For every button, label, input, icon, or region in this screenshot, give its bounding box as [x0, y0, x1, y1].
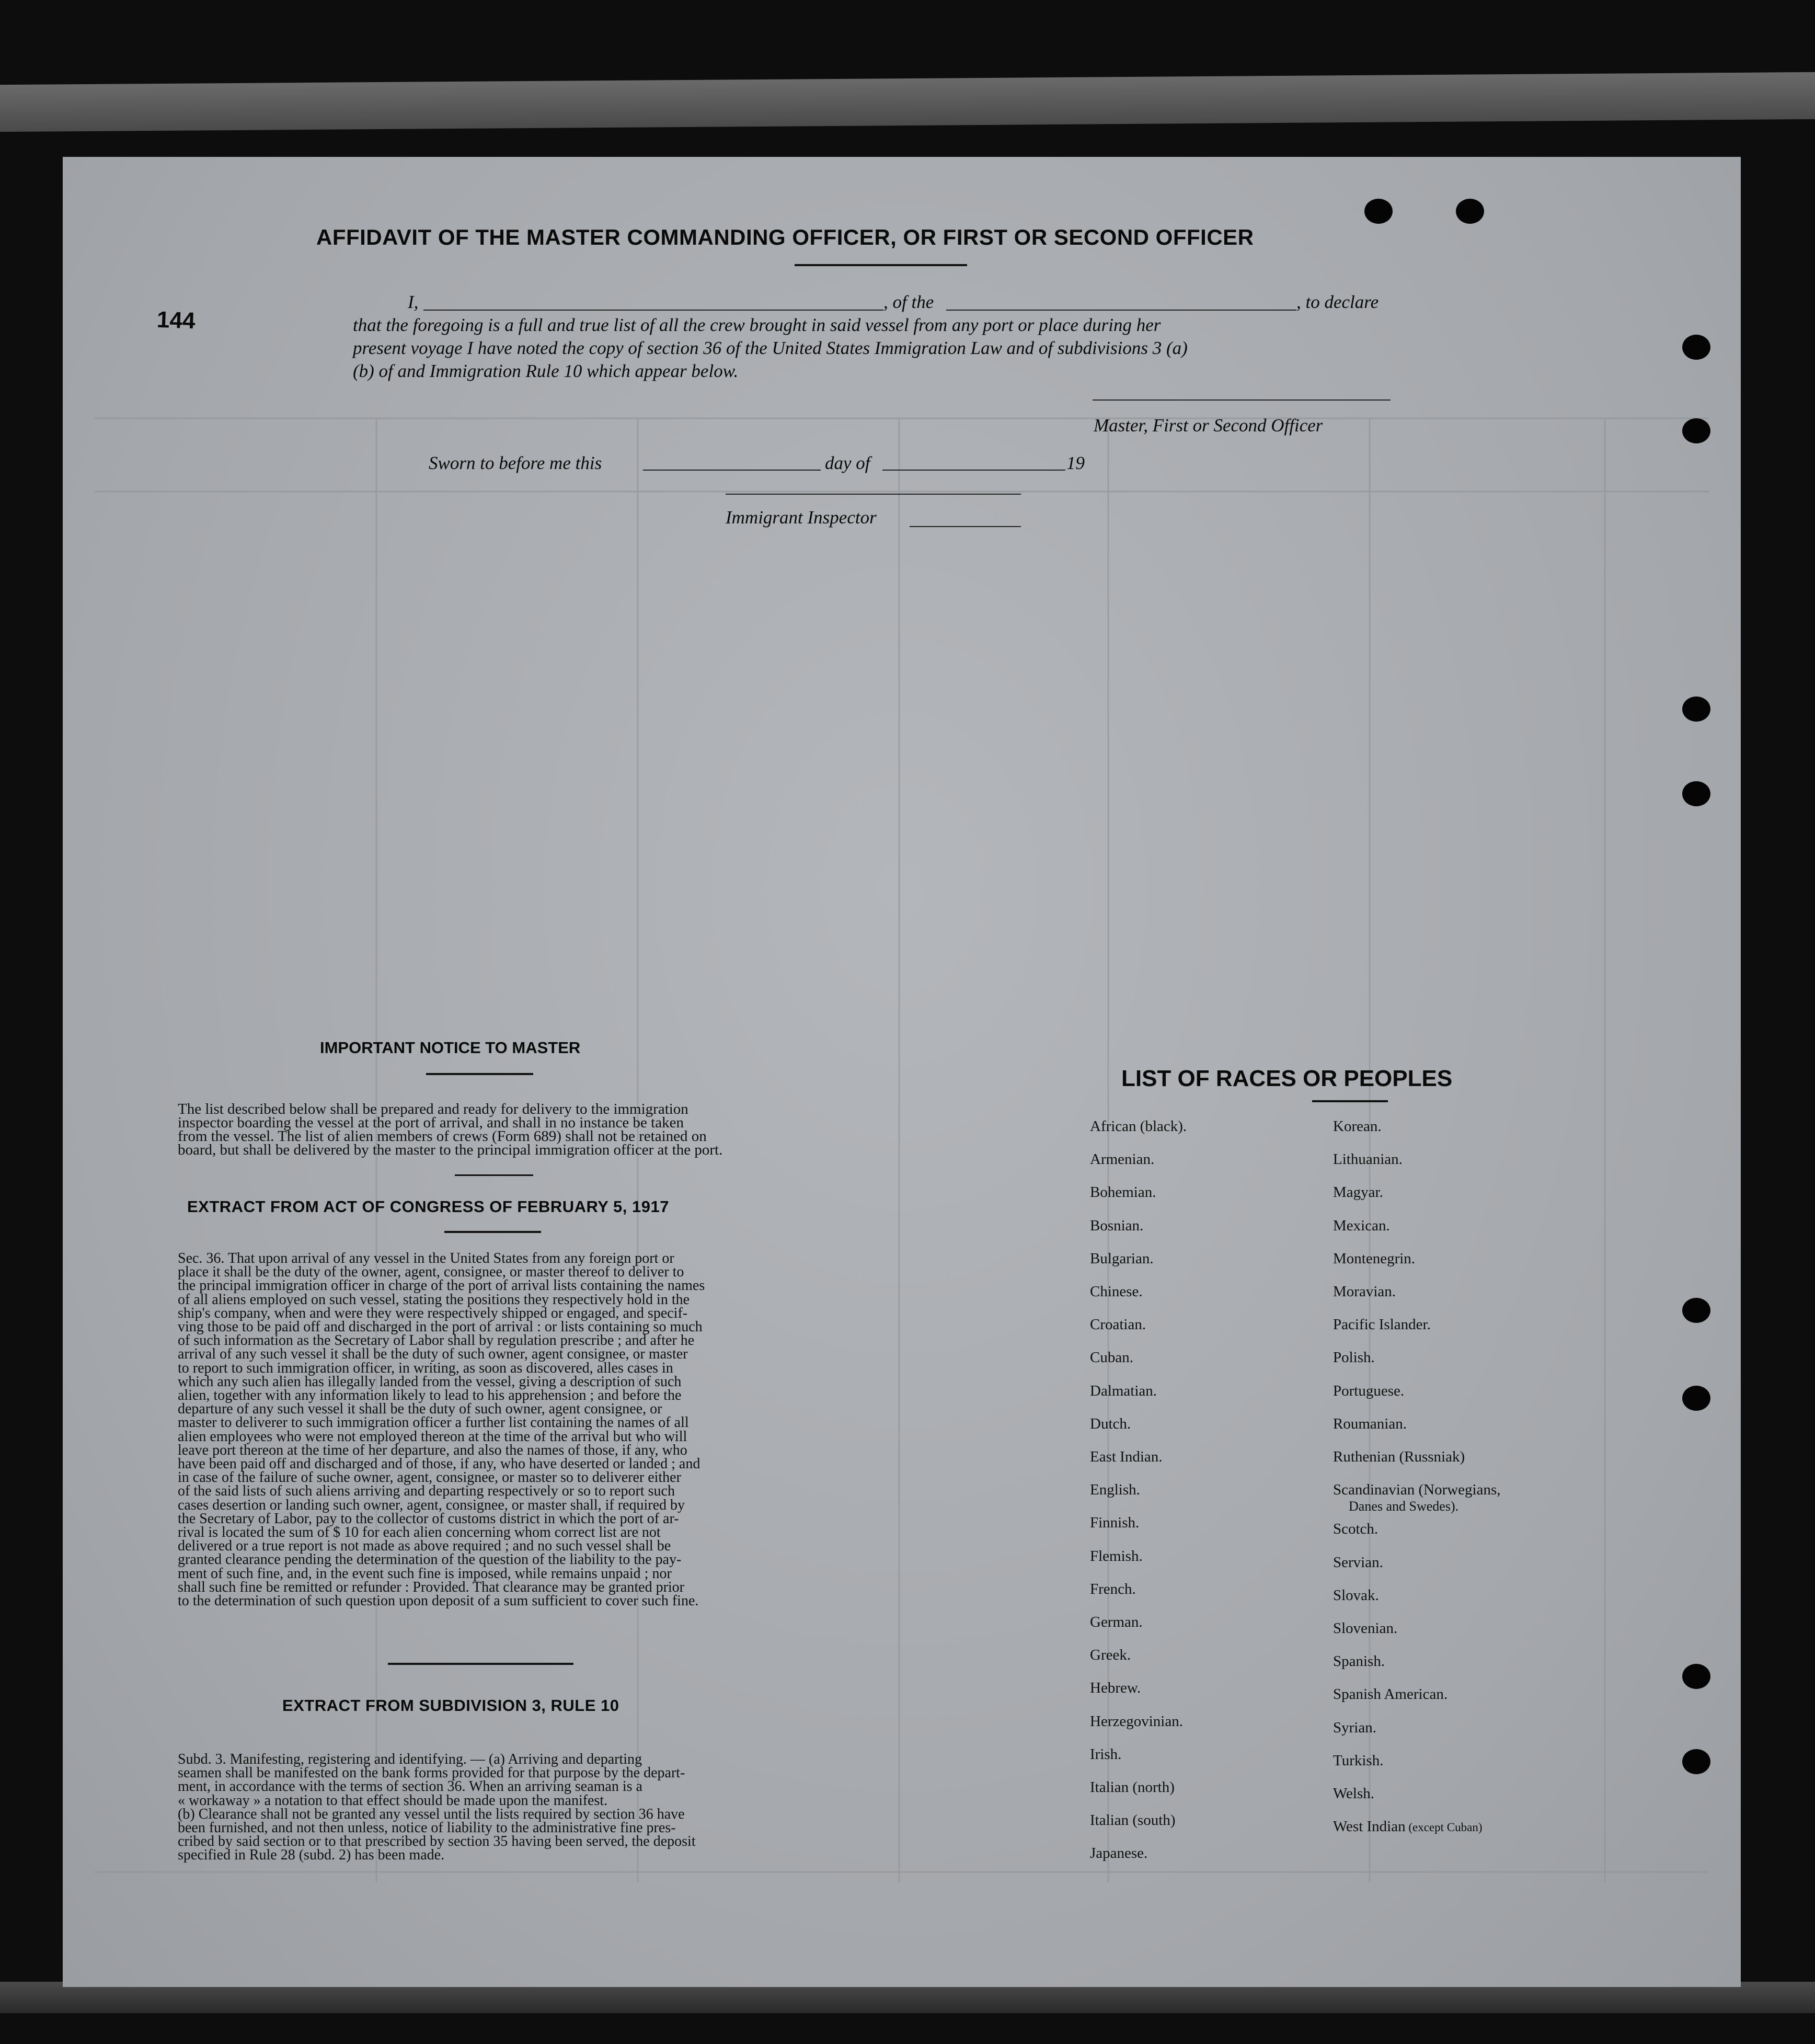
- race-item: Italian (south): [1090, 1812, 1176, 1829]
- notice-body: [178, 1102, 797, 1157]
- punch-hole: [1456, 199, 1484, 224]
- race-item: Flemish.: [1090, 1547, 1143, 1565]
- sworn-month-line: [882, 470, 1065, 471]
- race-item: Syrian.: [1333, 1719, 1376, 1736]
- race-item: Slovak.: [1333, 1586, 1379, 1604]
- affidavit-line-1: that the foregoing is a full and true list of all the crew brought in said vessel from any port or place during her: [353, 315, 1161, 335]
- rule-line: « workaway » a notation to that effect should be made upon the manifest.: [178, 1792, 608, 1809]
- act-line: have been paid off and discharged and of those, if any, who have deserted or landed ; and: [178, 1456, 700, 1472]
- act-line: in case of the failure of suche owner, agent, consignee, or master so to deliverer either: [178, 1469, 681, 1486]
- act-line: rival is located the sum of $ 10 for each alien concerning whom correct list are not: [178, 1524, 661, 1541]
- act-line: place it shall be the duty of the owner, agent, consignee, or master thereof to deliver to: [178, 1264, 684, 1281]
- act-line: of such information as the Secretary of Labor shall by regulation prescribe ; and after he: [178, 1332, 695, 1349]
- race-item: Pacific Islander.: [1333, 1316, 1431, 1333]
- notice-line: The list described below shall be prepared and ready for delivery to the immigration: [178, 1101, 688, 1117]
- race-item: African (black).: [1090, 1118, 1187, 1135]
- punch-hole: [1682, 1298, 1710, 1323]
- act-line: to report to such immigration officer, in writing, as soon as discovered, alles cases in: [178, 1360, 673, 1376]
- rule-line: cribed by said section or to that prescribed by section 35 having been served, the deposit: [178, 1833, 696, 1850]
- rule-body: [178, 1753, 800, 1863]
- act-line: leave port thereon at the time of her departure, and also the names of those, if any, who: [178, 1442, 687, 1458]
- race-item: Ruthenian (Russniak): [1333, 1448, 1465, 1465]
- race-item: Polish.: [1333, 1349, 1375, 1366]
- rule-line: (b) Clearance shall not be granted any vessel until the lists required by section 36 have: [178, 1806, 685, 1822]
- act-line: to the determination of such question upon deposit of a sum sufficient to cover such fine.: [178, 1593, 699, 1609]
- sworn-label: Sworn to before me this: [429, 453, 602, 473]
- race-item: Servian.: [1333, 1554, 1383, 1571]
- race-item: Japanese.: [1090, 1845, 1148, 1862]
- act-line: departure of any such vessel it shall be the duty of such owner, agent consignee, or: [178, 1401, 662, 1418]
- rule-line: been furnished, and not then unless, notice of liability to the administrative fine pres-: [178, 1820, 676, 1836]
- rule-line: Subd. 3. Manifesting, registering and identifying. — (a) Arriving and departing: [178, 1751, 642, 1767]
- race-item: Chinese.: [1090, 1283, 1143, 1300]
- race-item: Bulgarian.: [1090, 1250, 1154, 1267]
- affidavit-title: AFFIDAVIT OF THE MASTER COMMANDING OFFICER, OR FIRST OR SECOND OFFICER: [316, 225, 1254, 249]
- race-item: East Indian.: [1090, 1448, 1163, 1465]
- race-item: Armenian.: [1090, 1151, 1155, 1168]
- race-item: Magyar.: [1333, 1184, 1383, 1201]
- sworn-day-line: [643, 470, 821, 471]
- act-rule: [444, 1231, 541, 1233]
- affidavit-to-declare: , to declare: [1296, 292, 1379, 312]
- race-item: Mexican.: [1333, 1217, 1390, 1234]
- punch-hole: [1682, 335, 1710, 360]
- race-item: Italian (north): [1090, 1779, 1175, 1796]
- punch-hole: [1682, 1386, 1710, 1411]
- affidavit-line-3: (b) of and Immigration Rule 10 which appear below.: [353, 361, 739, 381]
- act-line: which any such alien has illegally landed from the vessel, giving a description of such: [178, 1373, 682, 1390]
- race-item: Croatian.: [1090, 1316, 1146, 1333]
- race-item: Bosnian.: [1090, 1217, 1144, 1234]
- race-item: Hebrew.: [1090, 1680, 1141, 1697]
- act-line: of the said lists of such aliens arriving and departing respectively or so to report such: [178, 1483, 675, 1500]
- act-line: the Secretary of Labor, pay to the collector of customs district in which the port of ar-: [178, 1510, 679, 1527]
- act-bottom-rule: [388, 1663, 573, 1665]
- race-item: Bohemian.: [1090, 1184, 1156, 1201]
- race-item-note: (except Cuban): [1405, 1821, 1483, 1834]
- punch-hole: [1682, 1664, 1710, 1689]
- race-item: Dutch.: [1090, 1415, 1131, 1432]
- punch-hole: [1364, 199, 1393, 224]
- act-line: of all aliens employed on such vessel, stating the positions they respectively hold in the: [178, 1291, 690, 1308]
- affidavit-of-the: , of the: [883, 292, 934, 312]
- act-line: granted clearance pending the determination of the question of the liability to the pay-: [178, 1551, 682, 1568]
- inspector-signature-line: [726, 494, 1021, 495]
- act-line: Sec. 36. That upon arrival of any vessel in the United States from any foreign port or: [178, 1250, 674, 1266]
- rule-title: EXTRACT FROM SUBDIVISION 3, RULE 10: [282, 1696, 619, 1715]
- race-item: Roumanian.: [1333, 1415, 1407, 1432]
- act-line: delivered or a true report is not made as above required ; and no such vessel shall be: [178, 1538, 671, 1555]
- notice-line: board, but shall be delivered by the master to the principal immigration officer at the port.: [178, 1141, 723, 1158]
- affidavit-name-line: [423, 310, 883, 311]
- race-item: Lithuanian.: [1333, 1151, 1403, 1168]
- punch-hole: [1682, 696, 1710, 722]
- race-item: German.: [1090, 1614, 1143, 1630]
- rule-line: ment, in accordance with the terms of section 36. When an arriving seaman is a: [178, 1778, 642, 1795]
- race-item: Moravian.: [1333, 1283, 1396, 1300]
- notice-line: from the vessel. The list of alien members of crews (Form 689) shall not be retained on: [178, 1128, 707, 1145]
- notice-bottom-rule: [455, 1174, 533, 1176]
- notice-title: IMPORTANT NOTICE TO MASTER: [320, 1038, 581, 1057]
- notice-rule: [426, 1073, 533, 1075]
- race-item: French.: [1090, 1580, 1136, 1597]
- race-item-continuation: Danes and Swedes).: [1349, 1499, 1459, 1514]
- race-item: Herzegovinian.: [1090, 1712, 1183, 1730]
- act-line: master to deliverer to such immigration officer a further list containing the names of all: [178, 1414, 689, 1431]
- race-item: Dalmatian.: [1090, 1382, 1157, 1399]
- race-item: Portuguese.: [1333, 1382, 1405, 1399]
- rule-line: seamen shall be manifested on the bank forms provided for that purpose by the depart-: [178, 1765, 685, 1782]
- affidavit-vessel-line: [946, 310, 1296, 311]
- act-line: alien, together with any information likely to lead to his apprehension ; and before the: [178, 1387, 682, 1404]
- race-item: Cuban.: [1090, 1349, 1133, 1366]
- rule-line: specified in Rule 28 (subd. 2) has been made.: [178, 1847, 445, 1864]
- race-item: Spanish.: [1333, 1653, 1385, 1670]
- act-line: shall such fine be remitted or refunder : Provided. That clearance may be granted prior: [178, 1579, 684, 1595]
- punch-hole: [1682, 418, 1710, 443]
- race-item: Scotch.: [1333, 1521, 1379, 1538]
- race-item: Korean.: [1333, 1118, 1382, 1135]
- affidavit-line-2: present voyage I have noted the copy of section 36 of the United States Immigration Law and of subdivisions 3 (a): [353, 338, 1188, 358]
- master-signature-line: [1093, 399, 1391, 401]
- inspector-line-tail: [910, 526, 1021, 527]
- race-item: Montenegrin.: [1333, 1250, 1416, 1267]
- race-item: Finnish.: [1090, 1514, 1140, 1532]
- act-title: EXTRACT FROM ACT OF CONGRESS OF FEBRUARY 5, 1917: [187, 1197, 669, 1216]
- act-line: alien employees who were not employed thereon at the time of the arrival but who will: [178, 1428, 687, 1445]
- act-line: arrival of any such vessel it shall be the duty of such owner, agent consignee, or master: [178, 1346, 688, 1363]
- act-line: cases desertion or landing such owner, agent, consignee, or master shall, if required by: [178, 1497, 685, 1513]
- races-title: LIST OF RACES OR PEOPLES: [1121, 1066, 1453, 1091]
- race-item: Irish.: [1090, 1745, 1122, 1763]
- punch-hole: [1682, 1749, 1710, 1774]
- act-line: ving those to be paid off and discharged in the port of arrival : or lists containing so much: [178, 1319, 703, 1335]
- year-label: 19: [1066, 453, 1085, 473]
- act-line: ment of such fine, and, in the event such fine is imposed, while remains unpaid ; nor: [178, 1565, 672, 1582]
- race-item: Scandinavian (Norwegians, Danes and Swedes).: [1333, 1481, 1501, 1514]
- act-line: ship's company, when and were they were respectively shipped or engaged, and specif-: [178, 1305, 688, 1321]
- act-line: the principal immigration officer in charge of the port of arrival lists containing the names: [178, 1277, 705, 1294]
- day-of-label: day of: [825, 453, 870, 473]
- race-item: Turkish.: [1333, 1752, 1384, 1769]
- race-item: Spanish American.: [1333, 1686, 1448, 1703]
- race-item: Slovenian.: [1333, 1620, 1398, 1637]
- affidavit-i-label: I,: [408, 292, 419, 312]
- race-item: Welsh.: [1333, 1785, 1375, 1802]
- races-rule: [1312, 1100, 1388, 1102]
- punch-hole: [1682, 781, 1710, 806]
- race-item: English.: [1090, 1481, 1140, 1499]
- race-item: West Indian (except Cuban): [1333, 1818, 1483, 1835]
- scanner-edge-top: [0, 72, 1815, 132]
- page-number-stamp: 144: [156, 306, 196, 334]
- master-label: Master, First or Second Officer: [1094, 415, 1323, 436]
- race-item: Greek.: [1090, 1647, 1131, 1664]
- affidavit-title-rule: [795, 264, 967, 266]
- notice-line: inspector boarding the vessel at the port of arrival, and shall in no instance be taken: [178, 1114, 684, 1131]
- inspector-label: Immigrant Inspector: [726, 507, 877, 528]
- act-body: [178, 1252, 800, 1608]
